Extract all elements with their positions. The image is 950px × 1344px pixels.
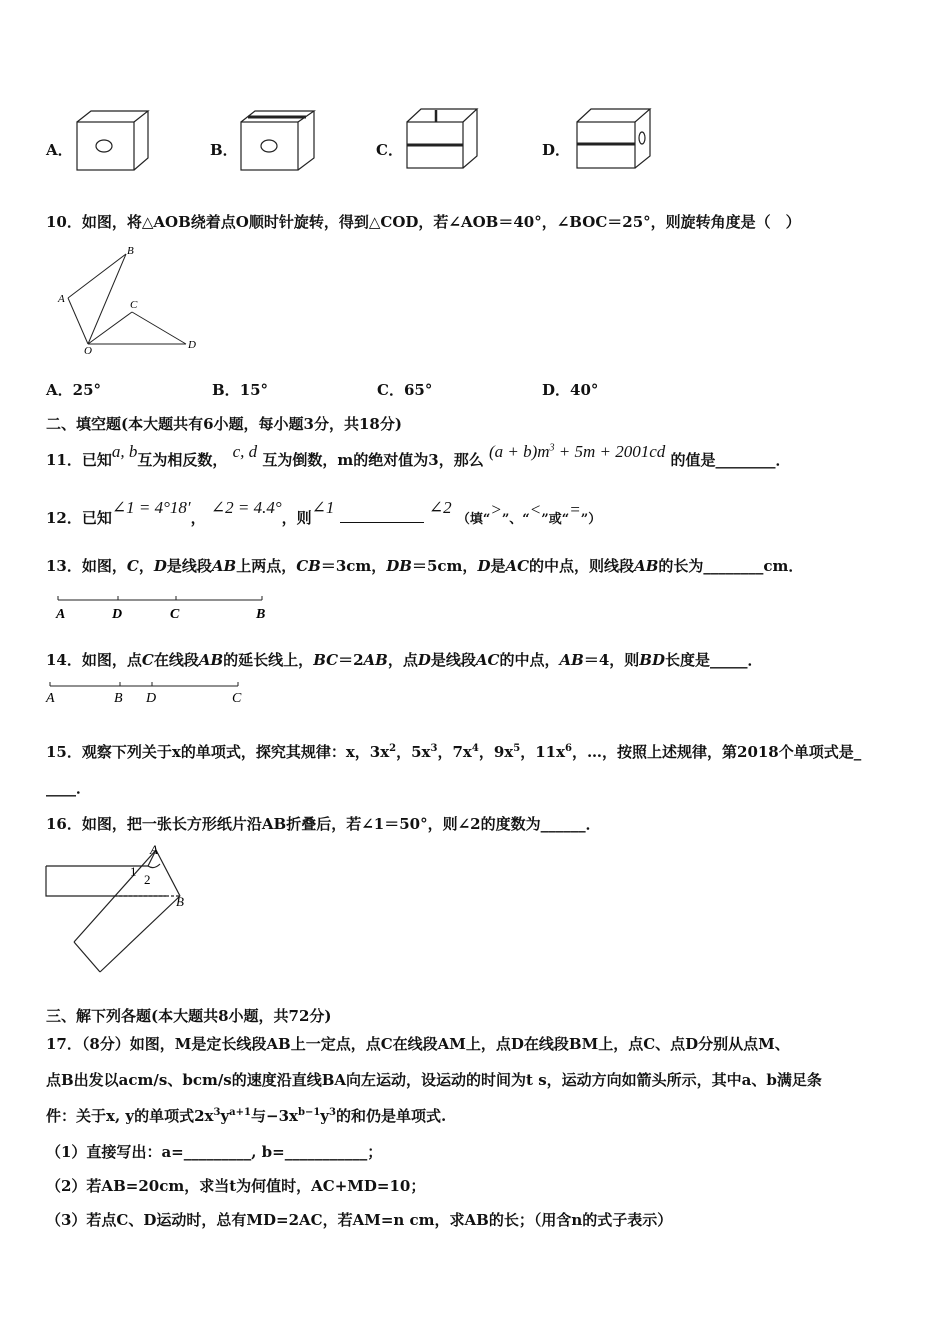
q10-option-b	[212, 380, 268, 400]
q10-option-d	[542, 380, 598, 400]
q10-label-b: B	[127, 245, 134, 257]
q11-math-cd: c, d	[232, 442, 258, 461]
q14-label-a: A	[46, 691, 55, 706]
q14-label-b: B	[114, 691, 123, 706]
q14-var-ab3: AB	[559, 651, 584, 669]
q12-math-angle2: ∠2 = 4.4°	[210, 498, 282, 517]
q17-text-a: 件：关于x, y的单项式2x	[46, 1107, 214, 1125]
q17-text-f: 的和仍是单项式.	[335, 1107, 447, 1125]
q11-text-4: 的值是________．	[670, 451, 791, 469]
q10-option-d-letter: D．	[542, 381, 571, 399]
q16-label-b: B	[176, 894, 184, 909]
q15-exp-4: 4	[471, 743, 479, 754]
q15-text-1: 15．观察下列关于x的单项式，探究其规律：x，3x	[46, 743, 390, 761]
q10-figure	[52, 240, 212, 358]
q15-text-3: ，7x	[437, 743, 472, 761]
q14-var-c: C	[141, 651, 154, 669]
q13-var-ab: AB	[211, 557, 237, 575]
q11	[46, 442, 791, 470]
q17-line-2: 点B出发以acm/s、bcm/s的速度沿直线BA向左运动，设运动的时间为t s，运动方向如箭头所示，其中a、b满足条	[46, 1071, 822, 1089]
q15-line-2: ____．	[46, 779, 92, 797]
q13-text-4: ＝3cm，	[320, 557, 387, 575]
q12-hint-1: （填“	[456, 512, 491, 527]
q10-option-d-text: 40°	[570, 381, 599, 399]
q16-stem: 16．如图，把一张长方形纸片沿AB折叠后，若∠1＝50°，则∠2的度数为______．	[46, 815, 601, 833]
q13-label-a: A	[56, 607, 66, 622]
q15-text-2: ，5x	[396, 743, 431, 761]
q12-answer-blank[interactable]	[340, 508, 424, 523]
q14-text-5: ，点	[387, 651, 418, 669]
q15-text-6: ，…，按照上述规律，第2018个单项式是_	[572, 743, 862, 761]
q11-text-2: 互为相反数，	[137, 451, 228, 469]
q14-text-4: ＝2	[338, 651, 364, 669]
q9-option-c-figure	[404, 106, 484, 172]
q17-sub-1: （1）直接写出：a=_________, b=___________；	[46, 1143, 383, 1161]
q14	[46, 650, 762, 670]
q10-label-d: D	[188, 339, 196, 351]
q13-var-db: DB	[386, 557, 412, 575]
q10-option-a-text: 25°	[72, 381, 102, 399]
q14-text-1: 14．如图，点	[46, 651, 142, 669]
q12-symbol-eq: =	[569, 500, 581, 519]
q10-option-b-letter: B．	[212, 381, 240, 399]
q9-option-b-letter: B．	[210, 141, 238, 159]
q9-option-a-figure	[74, 108, 154, 174]
q17-text-d: y	[320, 1107, 330, 1125]
q15-exp-6: 6	[565, 743, 572, 754]
q13-label-d: D	[112, 607, 123, 622]
q11-expr-exponent: 3	[549, 442, 555, 454]
q16-figure	[44, 842, 190, 976]
q14-var-ac: AC	[475, 651, 500, 669]
q9-option-c-letter: C．	[376, 141, 403, 159]
q13-text-1: 13．如图，	[46, 557, 127, 575]
q14-text-9: 长度是_____．	[664, 651, 763, 669]
q12-hint-3: ”或“	[541, 512, 570, 527]
q13-var-cb: CB	[296, 557, 321, 575]
q17-exp-4: 3	[329, 1107, 336, 1118]
q17-exp-2: a+1	[229, 1107, 251, 1118]
q12-math-ang1: ∠1	[311, 498, 335, 517]
q14-text-3: 的延长线上，	[223, 651, 314, 669]
q17-line-3	[46, 1106, 446, 1126]
section-3-heading: 三、解下列各题(本大题共8小题，共72分)	[46, 1007, 332, 1025]
q12-text-1: 12．已知	[46, 509, 112, 527]
q17-line-1: 17．（8分）如图，M是定长线段AB上一定点，点C在线段AM上，点D在线段BM上，点C、点D分别从点M、	[46, 1035, 790, 1053]
q11-text-1: 11．已知	[46, 451, 112, 469]
q17-exp-1: 3	[213, 1107, 221, 1118]
q9-option-d-letter: D．	[542, 141, 571, 159]
q14-figure	[44, 678, 254, 708]
q15-exp-3: 3	[430, 743, 438, 754]
q10-option-a	[46, 380, 101, 400]
q12-text-2: ，则	[281, 509, 312, 527]
q14-var-bc: BC	[313, 651, 339, 669]
q17-sub-3: （3）若点C、D运动时，总有MD=2AC，若AM=n cm，求AB的长；（用含n的式子表示）	[46, 1211, 673, 1229]
q11-text-3: 互为倒数，m的绝对值为3，那么	[262, 451, 484, 469]
q10-label-o: O	[84, 345, 92, 357]
q13-text-5: ＝5cm，	[411, 557, 478, 575]
q10-label-c: C	[130, 299, 138, 311]
q12-symbol-lt: <	[529, 500, 542, 519]
q13-text-3: 上两点，	[236, 557, 297, 575]
q15-line-1	[46, 742, 861, 762]
q14-text-8: ＝4，则	[583, 651, 640, 669]
q14-text-7: 的中点，	[499, 651, 560, 669]
q12-hint-4: ”）	[580, 512, 602, 527]
q15-text-5: ，11x	[520, 743, 566, 761]
q17-exp-3: b−1	[297, 1107, 321, 1118]
q12-symbol-gt: >	[490, 500, 502, 519]
q13-text-2: 是线段	[166, 557, 212, 575]
q10-option-b-text: 15°	[239, 381, 269, 399]
q14-label-d: D	[146, 691, 157, 706]
q13-var-d2: D	[477, 557, 491, 575]
q10-stem: 10．如图，将△AOB绕着点O顺时针旋转，得到△COD，若∠AOB＝40°，∠BOC＝25°，则旋转角度是（ ）	[46, 213, 801, 231]
q13-var-c: C	[126, 557, 139, 575]
q12	[46, 498, 602, 530]
q9-option-b-figure	[238, 108, 320, 174]
q16-label-a: A	[150, 842, 158, 857]
q13	[46, 556, 803, 576]
section-2-heading: 二、填空题(本大题共有6小题，每小题3分，共18分)	[46, 415, 402, 433]
q10-option-c-text: 65°	[403, 381, 433, 399]
q17-text-c: 与−3x	[251, 1107, 298, 1125]
q17-text-b: y	[220, 1107, 230, 1125]
q15-exp-5: 5	[513, 743, 521, 754]
q13-text-8: 的长为________cm．	[658, 557, 804, 575]
q12-hint-2: ”、“	[501, 512, 530, 527]
q12-math-ang2: ∠2	[428, 498, 452, 517]
q12-math-angle1: ∠1 = 4°18′	[111, 498, 191, 517]
q13-sep: ，	[138, 557, 154, 575]
q11-math-expr	[489, 442, 665, 461]
q14-label-c: C	[232, 691, 242, 706]
q11-math-ab: a, b	[111, 442, 138, 461]
q13-figure	[48, 592, 278, 624]
q14-var-d: D	[417, 651, 431, 669]
q10-label-a: A	[58, 293, 65, 305]
q11-expr-part1: (a + b)m	[488, 442, 550, 461]
q11-expr-part2: + 5m + 2001cd	[554, 442, 666, 461]
q16-label-2: 2	[144, 872, 151, 887]
q13-label-c: C	[170, 607, 180, 622]
q10-option-c-letter: C．	[377, 381, 404, 399]
q13-text-7: 的中点，则线段	[529, 557, 635, 575]
q13-text-6: 是	[490, 557, 506, 575]
q16-label-1: 1	[130, 864, 137, 879]
q14-text-6: 是线段	[430, 651, 476, 669]
q10-option-a-letter: A．	[46, 381, 73, 399]
q12-comma: ，	[190, 509, 206, 527]
q14-var-ab2: AB	[363, 651, 388, 669]
q9-option-d-figure	[574, 106, 656, 172]
q9-option-a-letter: A．	[46, 141, 73, 159]
q13-var-ac: AC	[505, 557, 530, 575]
q13-label-b: B	[256, 607, 266, 622]
q14-var-ab: AB	[198, 651, 224, 669]
q17-sub-2: （2）若AB=20cm，求当t为何值时，AC+MD=10；	[46, 1177, 426, 1195]
q12-hint	[456, 500, 602, 527]
q14-text-2: 在线段	[153, 651, 199, 669]
q10-option-c	[377, 380, 432, 400]
q15-exp-2: 2	[389, 743, 397, 754]
q13-var-ab2: AB	[634, 557, 659, 575]
q14-var-bd: BD	[639, 651, 665, 669]
q15-text-4: ，9x	[478, 743, 514, 761]
q13-var-d: D	[153, 557, 167, 575]
